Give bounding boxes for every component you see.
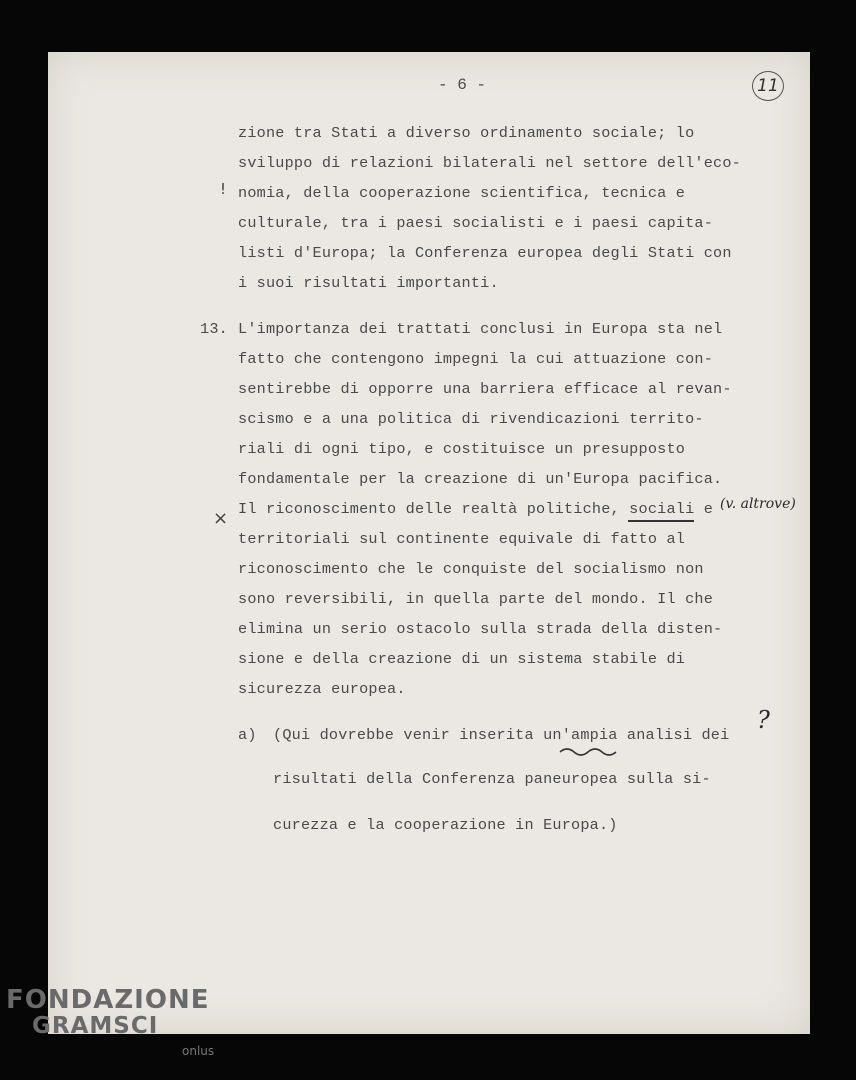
text-line: sono reversibili, in quella parte del mondo. Il che: [238, 590, 714, 608]
text-line: listi d'Europa; la Conferenza europea degli Stati con: [238, 244, 732, 262]
text-line: L'importanza dei trattati conclusi in Europa sta nel: [238, 320, 723, 338]
text-line: riconoscimento che le conquiste del socialismo non: [238, 560, 704, 578]
text-line: nomia, della cooperazione scientifica, tecnica e: [238, 184, 686, 202]
logo-line-3: onlus: [182, 1044, 215, 1058]
text-line: (Qui dovrebbe venir inserita un'ampia analisi dei: [273, 726, 730, 744]
text-line: elimina un serio ostacolo sulla strada della disten-: [238, 620, 723, 638]
item-label: a): [238, 726, 257, 744]
text-line: territoriali sul continente equivale di fatto al: [238, 530, 686, 548]
handwritten-note: (v. altrove): [720, 496, 796, 512]
text-line: riali di ogni tipo, e costituisce un presupposto: [238, 440, 686, 458]
text-line: scismo e a una politica di rivendicazioni territo-: [238, 410, 704, 428]
text-line: risultati della Conferenza paneuropea sulla si-: [273, 770, 711, 788]
text-line: Il riconoscimento delle realtà politiche, sociali e: [238, 500, 714, 518]
text-line: zione tra Stati a diverso ordinamento sociale; lo: [238, 124, 695, 142]
margin-question-mark: ?: [757, 706, 770, 734]
text-line: curezza e la cooperazione in Europa.): [273, 816, 618, 834]
document-page: [48, 52, 810, 1034]
margin-cross-mark: ×: [213, 508, 229, 529]
text-line: sentirebbe di opporre una barriera efficace al revan-: [238, 380, 732, 398]
handwritten-wavy-underline: [558, 746, 618, 756]
logo-line-1: FONDAZIONE: [6, 985, 210, 1015]
archive-number-stamp: 11: [752, 71, 784, 101]
text-line: i suoi risultati importanti.: [238, 274, 499, 292]
handwritten-underline: [628, 520, 694, 522]
text-line: fatto che contengono impegni la cui attuazione con-: [238, 350, 714, 368]
foundation-logo: [6, 985, 215, 1058]
margin-exclamation-mark: !: [220, 180, 227, 198]
text-line: fondamentale per la creazione di un'Europa pacifica.: [238, 470, 723, 488]
paragraph-number: 13.: [200, 320, 228, 338]
text-line: sicurezza europea.: [238, 680, 406, 698]
text-line: sione e della creazione di un sistema stabile di: [238, 650, 686, 668]
text-line: culturale, tra i paesi socialisti e i paesi capita-: [238, 214, 714, 232]
page-number: - 6 -: [438, 76, 487, 94]
logo-line-2: GRAMSCI: [32, 1013, 159, 1039]
text-line: sviluppo di relazioni bilaterali nel settore dell'eco-: [238, 154, 741, 172]
